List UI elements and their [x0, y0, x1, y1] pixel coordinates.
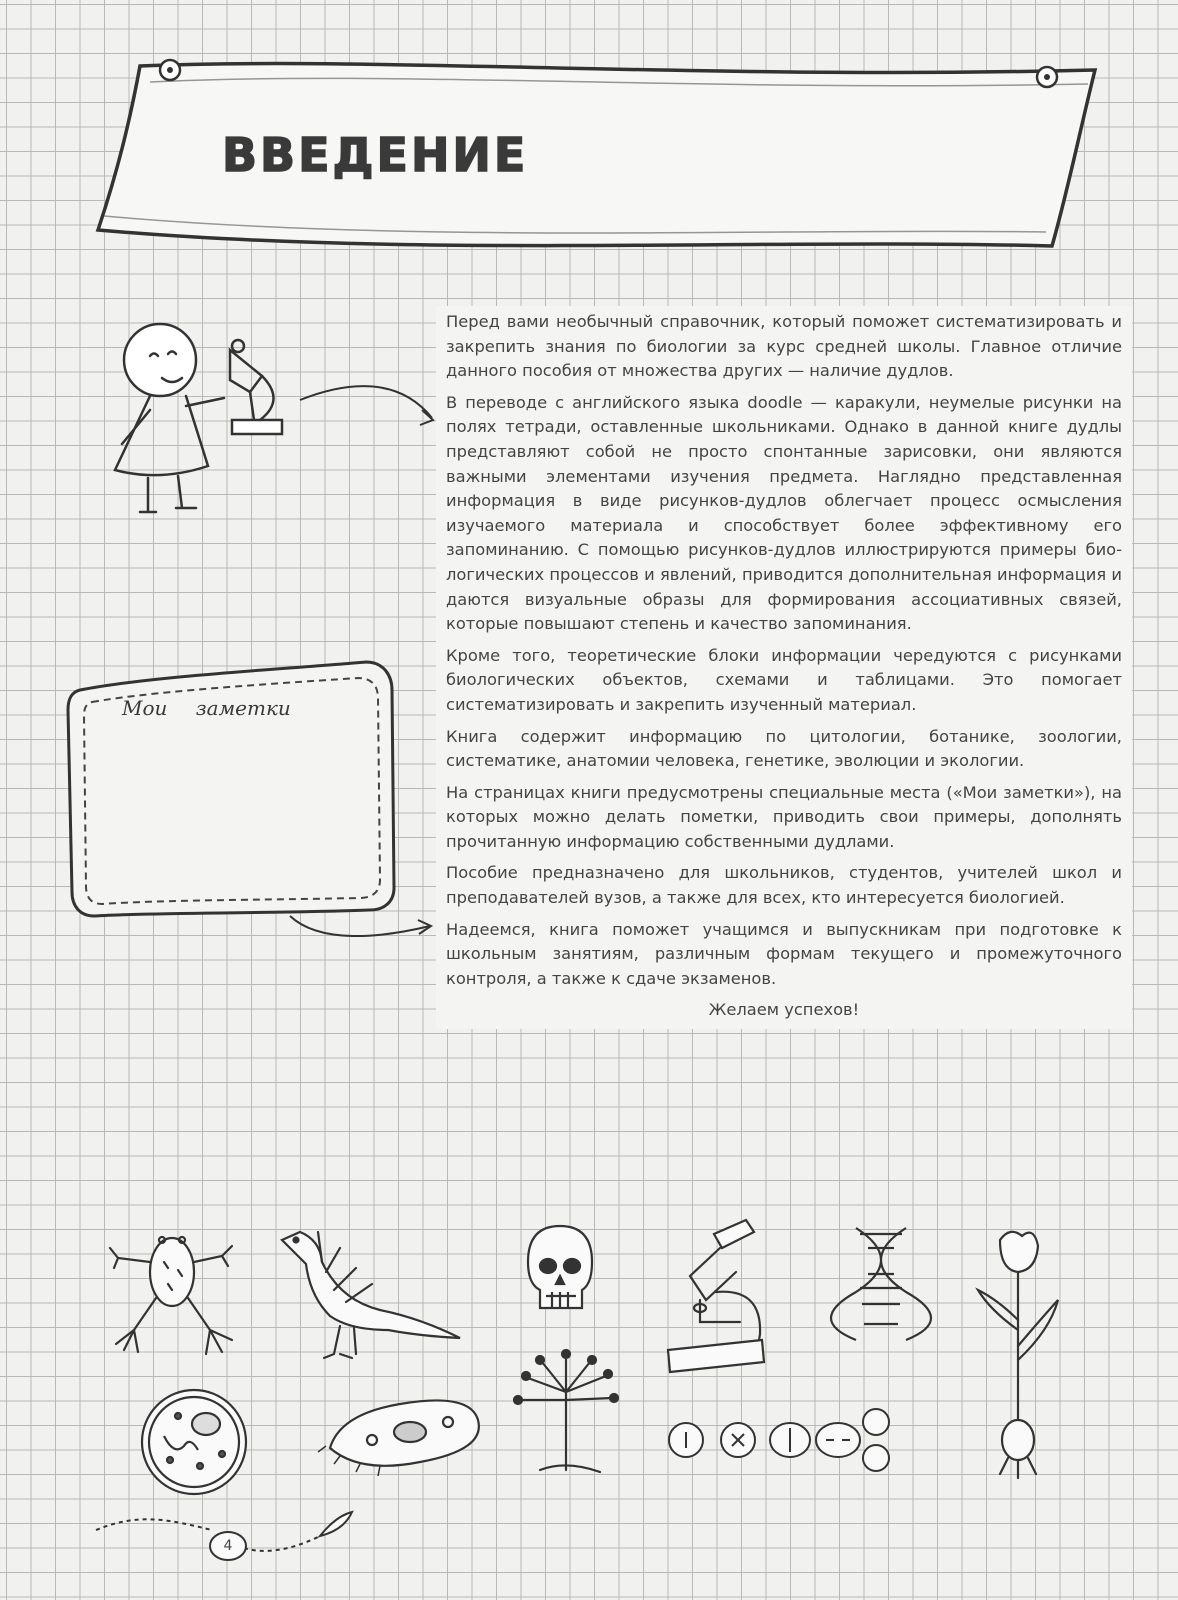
paragraph: На страницах книги предусмотрены специальные места («Мои заметки»), на которых можно делать пометки, приводить свои примеры, дополнять прочитанную информацию собственными дудлами.: [446, 782, 1122, 851]
paragraph: Книга содержит информацию по цитологии, ботанике, зоологии, систематике, анатомии человека, генетике, эволюции и экологии.: [446, 726, 1122, 771]
pin-left-icon: [160, 60, 180, 80]
intro-text: [436, 306, 1132, 1029]
paragraph: Пособие предназначено для школьников, студентов, учителей школ и преподавателей вузов, а также для всех, кто интересуется биологией.: [446, 863, 1122, 908]
paramecium-icon: [318, 1400, 479, 1476]
paragraph: Надеемся, книга поможет учащимся и выпускникам при подготовке к школьным занятиям, различным формам текущего и промежуточного контроля, а также к сдаче экзаменов.: [446, 919, 1122, 988]
page-number: 4: [223, 1538, 233, 1554]
notes-label: Мои заметки: [122, 696, 291, 720]
dna-icon: [831, 1228, 931, 1340]
closing-line: Желаем успехов!: [708, 1000, 860, 1020]
paragraph: В переводе с английского языка doodle — каракули, неумелые рисунки на полях тетради, оставленные школьниками. Однако в данной книге дудлы представляют собой не просто спонтанные зарисовки, они являются важными элементами изучения предмета. Наглядно представленная информация в виде рисунков-дудлов облегчает процесс осмысления изучаемого материала и способствует более эффективному его запоминанию. С помощью рисунков-дудлов иллюстрируются примеры биологических процессов и явлений, приводится дополнительная информация и даются визуальные образы для формирования ассоциативных связей, которые повышают степень и качество запоминания.: [446, 392, 1122, 634]
arrow-to-text-icon: [300, 386, 432, 418]
pin-right-icon: [1037, 67, 1057, 87]
skull-icon: [528, 1226, 592, 1308]
child-with-microscope-icon: [115, 324, 282, 512]
paragraph: Перед вами необычный справочник, который поможет систематизировать и закрепить знания по биологии за курс средней школы. Главное отличие данного пособия от множества других — наличие дудлов.: [446, 312, 1122, 381]
page-title: ВВЕДЕНИЕ: [222, 128, 529, 182]
bird-skeleton-icon: [282, 1232, 460, 1358]
frog-icon: [110, 1237, 232, 1354]
cell-division-icon: [669, 1409, 889, 1471]
arrow-notes-to-text-icon: [290, 916, 430, 936]
mushroom-mold-icon: [514, 1350, 618, 1472]
tulip-icon: [978, 1232, 1058, 1478]
cell-icon: [142, 1390, 246, 1494]
paragraph: Кроме того, теоретические блоки информации чередуются с рисунками биологических объектов, схемами и таблицами. Это помогает систематизировать и закрепить изученный материал.: [446, 645, 1122, 714]
microscope-icon: [668, 1220, 764, 1372]
